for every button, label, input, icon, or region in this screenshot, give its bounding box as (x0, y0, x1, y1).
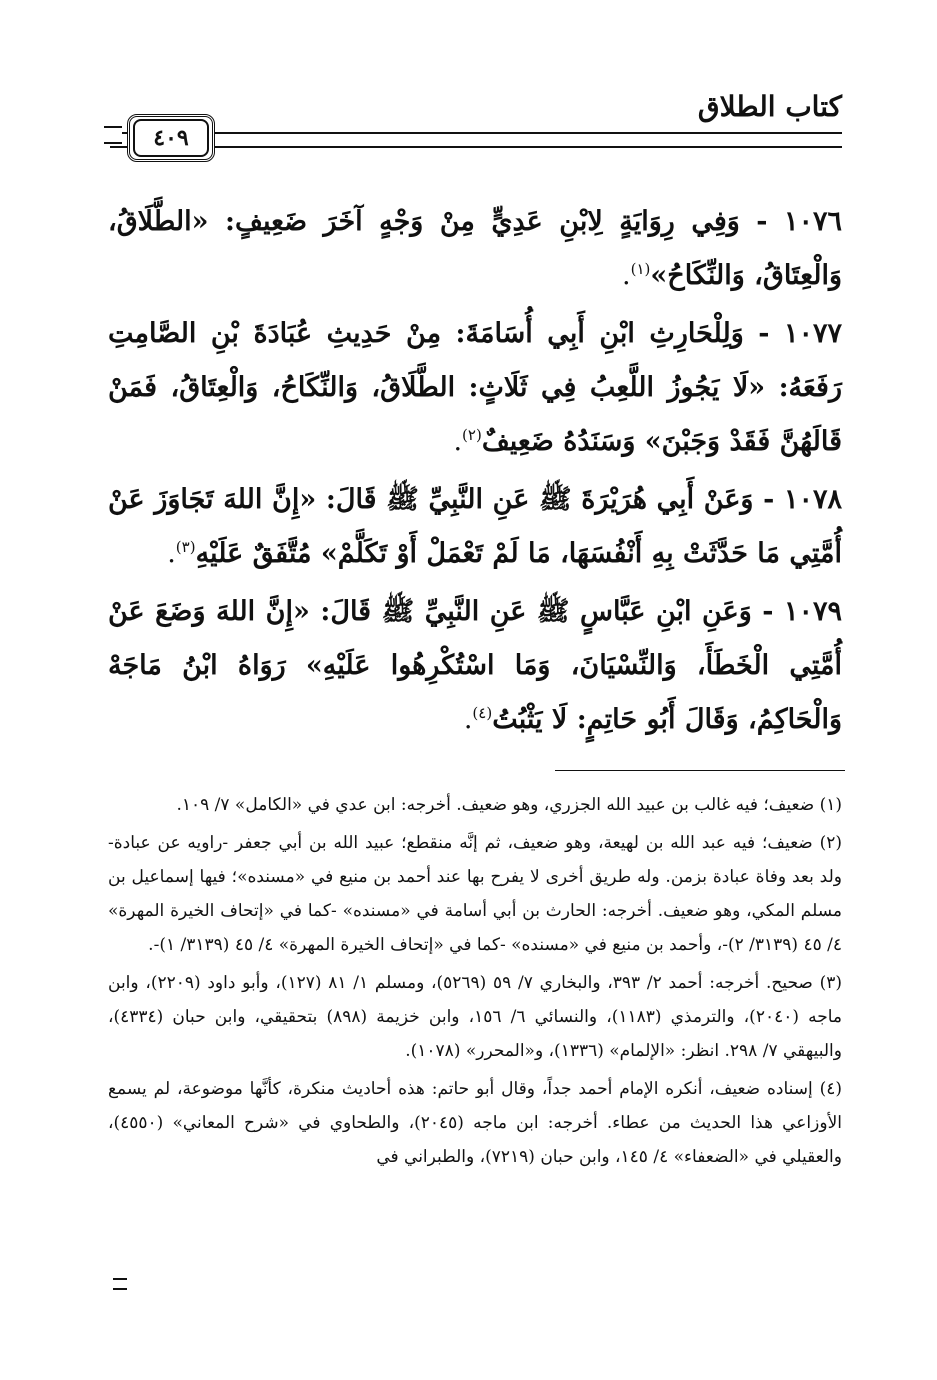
header-rule-end-mark (104, 126, 122, 144)
hadith-text: ١٠٧٩ - وَعَنِ ابْنِ عَبَّاسٍ ﷺ عَنِ النَّبِيِّ ﷺ قَالَ: «إِنَّ اللهَ وَضَعَ عَنْ أُمَّتِي الْخَطَأَ، وَالنِّسْيَانَ، وَمَا اسْتُكْرِهُوا عَلَيْهِ» رَوَاهُ ابْنُ مَاجَهْ وَالْحَاكِمُ، وَقَالَ أَبُو حَاتِمٍ: لَا يَثْبُتُ (108, 596, 842, 735)
footnote-1: (١) ضعيف؛ فيه غالب بن عبيد الله الجزري، وهو ضعيف. أخرجه: ابن عدي في «الكامل» ٧/ ١٠٩. (176, 795, 842, 815)
hadith-1077: ١٠٧٧ - وَلِلْحَارِثِ ابْنِ أَبِي أُسَامَةَ: مِنْ حَدِيثِ عُبَادَةَ بْنِ الصَّامِتِ رَفَعَهُ: «لَا يَجُوزُ اللَّعِبُ فِي ثَلَاثٍ: الطَّلَاقُ، وَالنِّكَاحُ، وَالْعِتَاقُ، فَمَنْ قَالَهُنَّ فَقَدْ وَجَبْنَ» وَسَنَدُهُ ضَعِيفٌ$^{(٢)}$. (108, 318, 842, 457)
footnote-4: (٤) إسناده ضعيف، أنكره الإمام أحمد جداً، وقال أبو حاتم: هذه أحاديث منكرة، كأنَّها موضوعة، لم يسمع الأوزاعي هذا الحديث من عطاء. أخرجه: ابن ماجه (٢٠٤٥)، والطحاوي في «شرح المعاني» (٤٥٥٠)، والعقيلي في «الضعفاء» ٤/ ١٤٥، وابن حبان (٧٢١٩)، والطبراني في (108, 1079, 842, 1167)
hadith-1079: ١٠٧٩ - وَعَنِ ابْنِ عَبَّاسٍ ﷺ عَنِ النَّبِيِّ ﷺ قَالَ: «إِنَّ اللهَ وَضَعَ عَنْ أُمَّتِي الْخَطَأَ، وَالنِّسْيَانَ، وَمَا اسْتُكْرِهُوا عَلَيْهِ» رَوَاهُ ابْنُ مَاجَهْ وَالْحَاكِمُ، وَقَالَ أَبُو حَاتِمٍ: لَا يَثْبُتُ$^{(٤)}$. (108, 596, 842, 735)
hadith-1076: ١٠٧٦ - وَفِي رِوَايَةٍ لِابْنِ عَدِيٍّ مِنْ وَجْهٍ آخَرَ ضَعِيفٍ: «الطَّلَاقُ، وَالْعِتَاقُ، وَالنِّكَاحُ»$^{(١)}$. (108, 206, 842, 291)
footnote-2: (٢) ضعيف؛ فيه عبد الله بن لهيعة، وهو ضعيف، ثم إنَّه منقطع؛ عبيد الله بن أبي جعفر -راويه عن عبادة- ولد بعد وفاة عبادة بزمن. وله طريق أخرى لا يفرح بها عند أحمد بن منيع في «مسنده»؛ فيها إسماعيل بن مسلم المكي، وهو ضعيف. أخرجه: الحارث بن أبي أسامة في «مسنده» -كما في «إتحاف الخيرة المهرة» ٤/ ٤٥ (٣١٣٩/ ٢)-، وأحمد بن منيع في «مسنده» -كما في «إتحاف الخيرة المهرة» ٤/ ٤٥ (٣١٣٩/ ١)-. (108, 833, 842, 955)
hadith-1078: ١٠٧٨ - وَعَنْ أَبِي هُرَيْرَةَ ﷺ عَنِ النَّبِيِّ ﷺ قَالَ: «إِنَّ اللهَ تَجَاوَزَ عَنْ أُمَّتِي مَا حَدَّثَتْ بِهِ أَنْفُسَهَا، مَا لَمْ تَعْمَلْ أَوْ تَكَلَّمْ» مُتَّفَقٌ عَلَيْهِ$^{(٣)}$. (108, 484, 842, 569)
continuation-mark (113, 1278, 127, 1290)
header-rule-top (110, 132, 842, 134)
main-text (108, 195, 842, 751)
footnote-ref: (٢) (462, 426, 482, 444)
hadith-text: ١٠٧٦ - وَفِي رِوَايَةٍ لِابْنِ عَدِيٍّ مِنْ وَجْهٍ آخَرَ ضَعِيفٍ: «الطَّلَاقُ، وَالْعِتَاقُ، وَالنِّكَاحُ» (108, 206, 842, 291)
page-number: ٤٠٩ (133, 119, 209, 157)
hadith-text: ١٠٧٨ - وَعَنْ أَبِي هُرَيْرَةَ ﷺ عَنِ النَّبِيِّ ﷺ قَالَ: «إِنَّ اللهَ تَجَاوَزَ عَنْ أُمَّتِي مَا حَدَّثَتْ بِهِ أَنْفُسَهَا، مَا لَمْ تَعْمَلْ أَوْ تَكَلَّمْ» مُتَّفَقٌ عَلَيْهِ (108, 484, 842, 569)
hadith-text: ١٠٧٧ - وَلِلْحَارِثِ ابْنِ أَبِي أُسَامَةَ: مِنْ حَدِيثِ عُبَادَةَ بْنِ الصَّامِتِ رَفَعَهُ: «لَا يَجُوزُ اللَّعِبُ فِي ثَلَاثٍ: الطَّلَاقُ، وَالنِّكَاحُ، وَالْعِتَاقُ، فَمَنْ قَالَهُنَّ فَقَدْ وَجَبْنَ» وَسَنَدُهُ ضَعِيفٌ (108, 318, 842, 457)
header-rule-bottom (110, 146, 842, 148)
footnotes (108, 788, 842, 1178)
footnote-ref: (٣) (175, 538, 196, 556)
footnote-ref: (١) (630, 260, 651, 278)
chapter-title: كتاب الطلاق (697, 90, 842, 123)
footnote-ref: (٤) (472, 704, 493, 722)
footnote-3: (٣) صحيح. أخرجه: أحمد ٢/ ٣٩٣، والبخاري ٧/ ٥٩ (٥٢٦٩)، ومسلم ١/ ٨١ (١٢٧)، وأبو داود (٢٢٠٩)، وابن ماجه (٢٠٤٠)، والترمذي (١١٨٣)، والنسائي ٦/ ١٥٦، وابن خزيمة (٨٩٨) بتحقيقي، وابن حبان (٤٣٣٤)، والبيهقي ٧/ ٢٩٨. انظر: «الإلمام» (١٣٣٦)، و«المحرر» (١٠٧٨). (108, 973, 843, 1061)
footnote-separator (555, 770, 845, 771)
page-number-frame (127, 114, 215, 162)
